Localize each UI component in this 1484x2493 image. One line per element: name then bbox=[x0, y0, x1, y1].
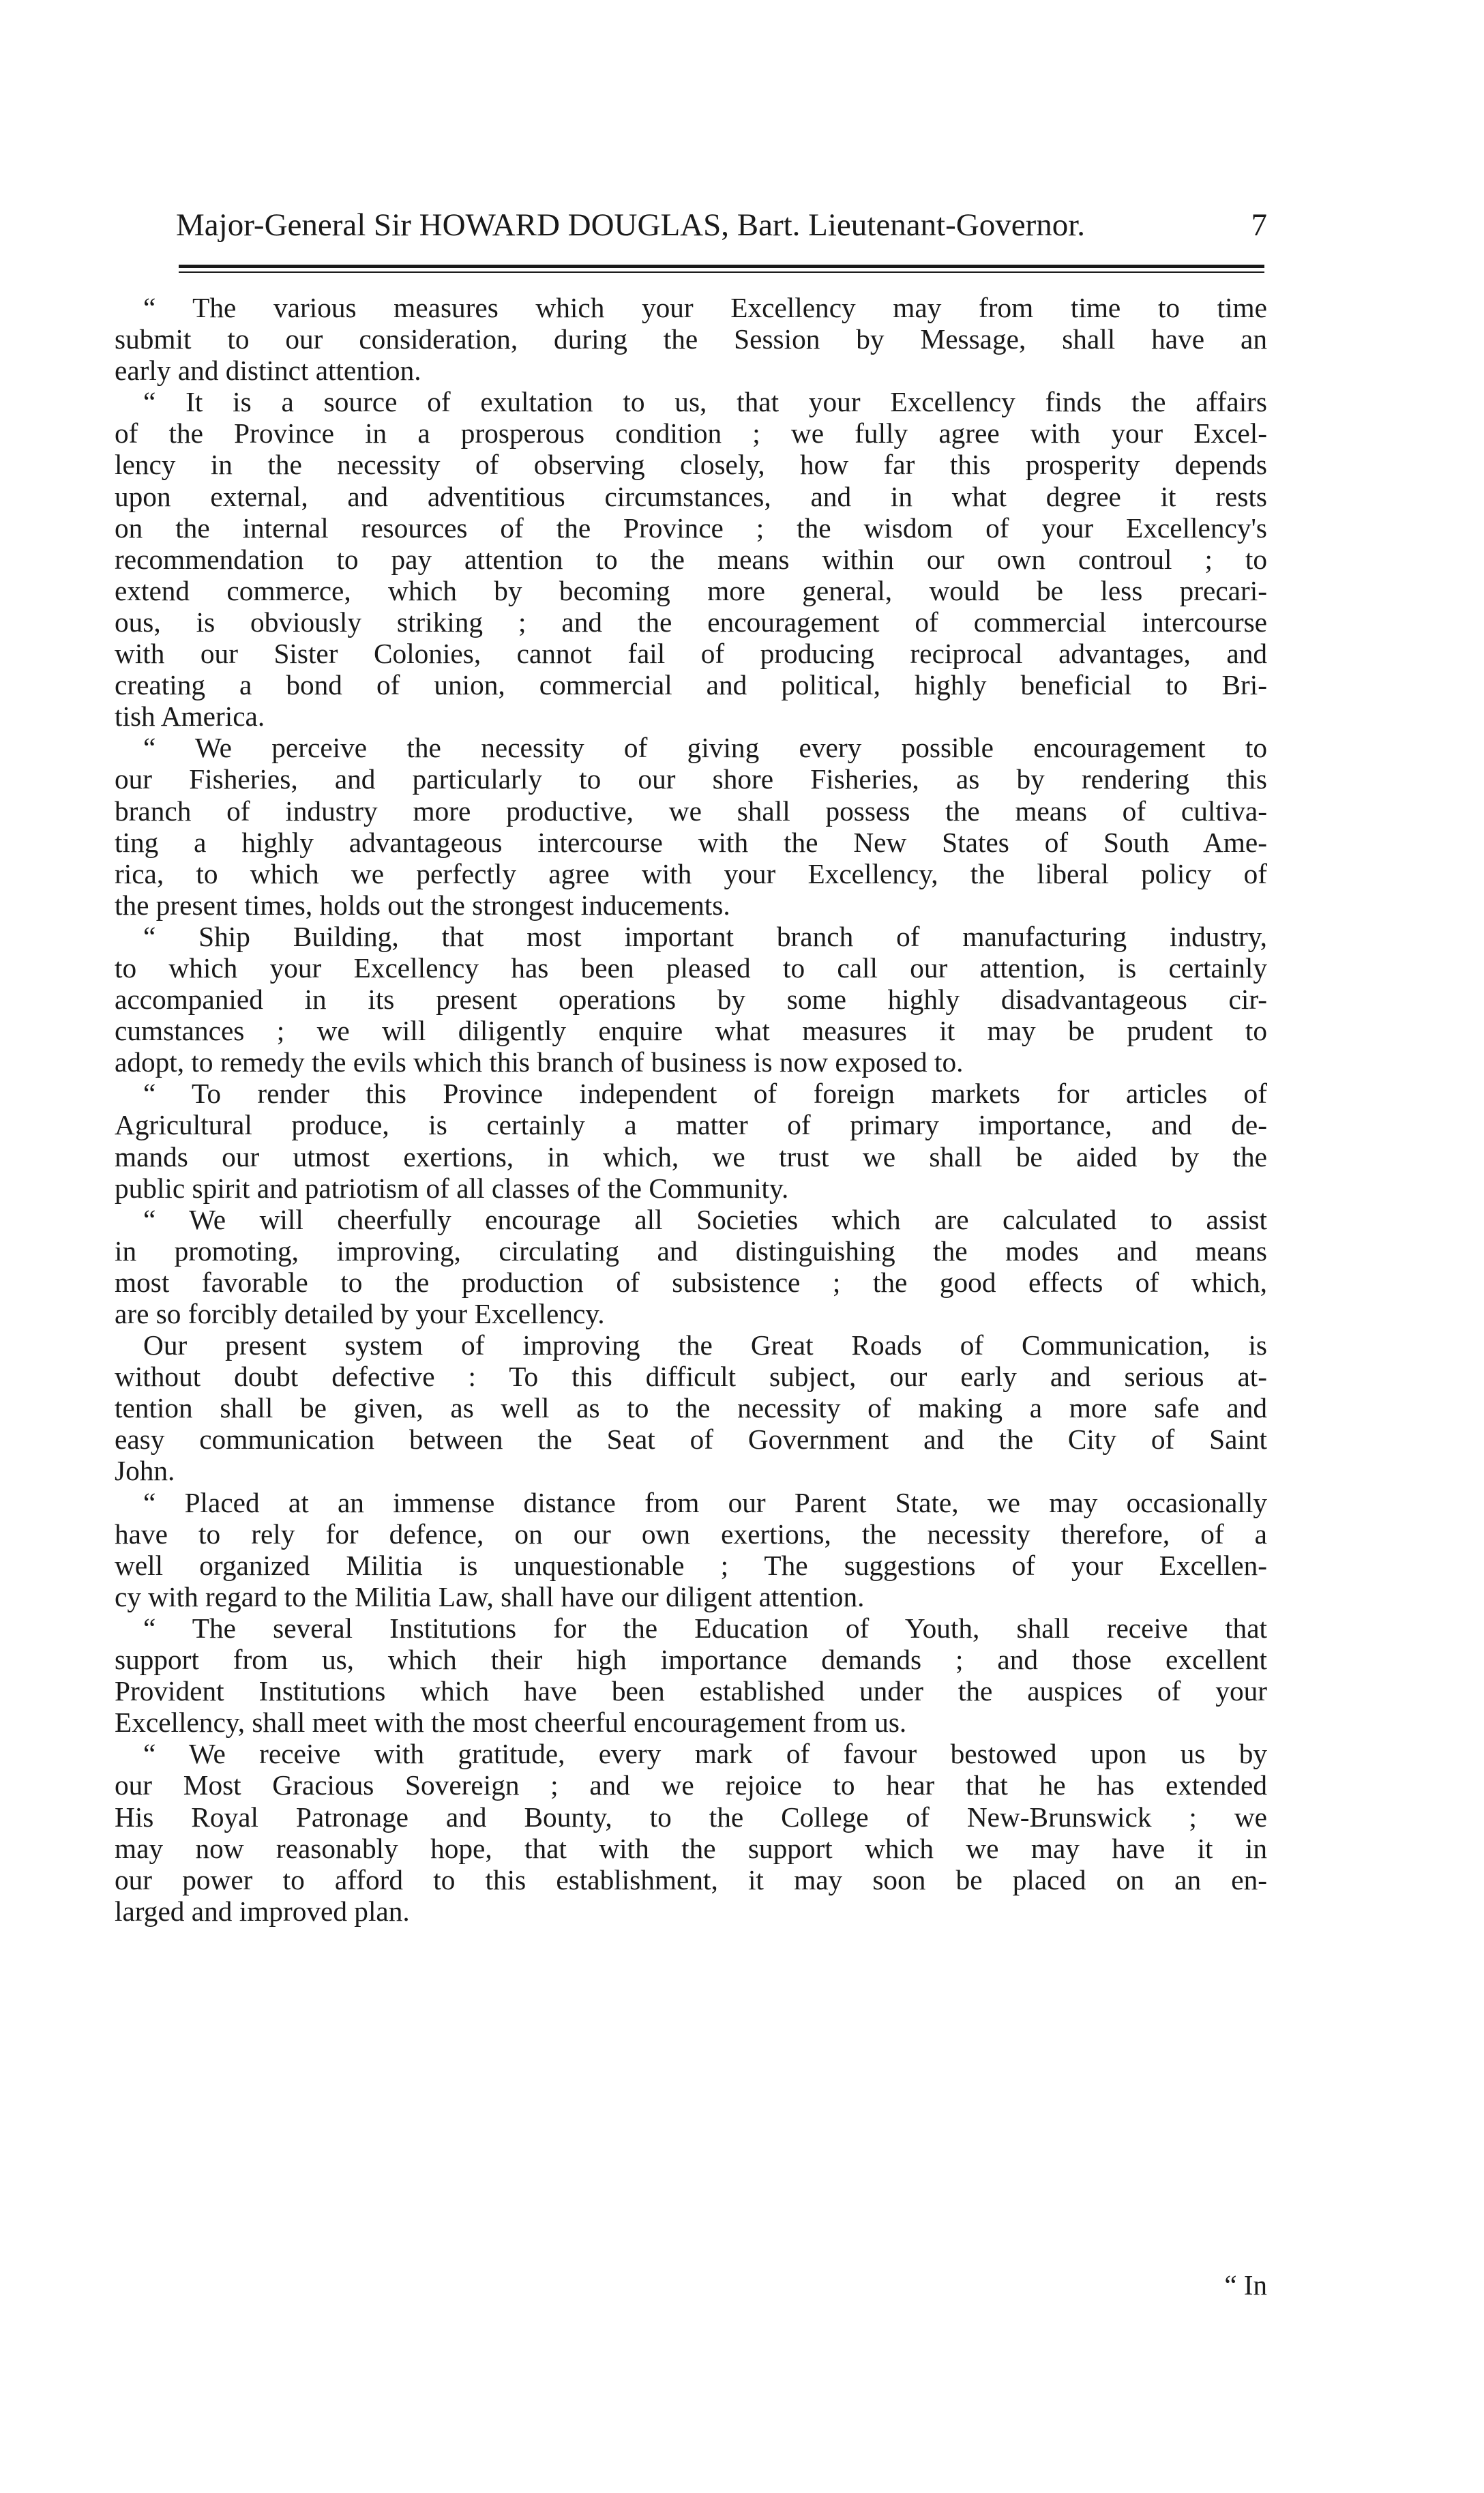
text-line: on the internal resources of the Province ; the wisdom of your Excellency's bbox=[115, 512, 1267, 544]
text-line: our Most Gracious Sovereign ; and we rejoice to hear that he has extended bbox=[115, 1769, 1267, 1801]
text-line: support from us, which their high importance demands ; and those excellent bbox=[115, 1644, 1267, 1676]
text-line: “ We perceive the necessity of giving every possible encouragement to bbox=[143, 732, 1267, 764]
text-line: our Fisheries, and particularly to our shore Fisheries, as by rendering this bbox=[115, 763, 1267, 795]
paragraph bbox=[115, 1612, 1267, 1738]
paragraph bbox=[115, 1738, 1267, 1927]
paragraph bbox=[115, 921, 1267, 1078]
text-line: well organized Militia is unquestionable ; The suggestions of your Excellen- bbox=[115, 1549, 1267, 1581]
text-line: accompanied in its present operations by some highly disadvantageous cir- bbox=[115, 984, 1267, 1016]
text-line: Excellency, shall meet with the most cheerful encouragement from us. bbox=[115, 1707, 907, 1739]
text-line: cumstances ; we will diligently enquire what measures it may be prudent to bbox=[115, 1015, 1267, 1047]
text-line: creating a bond of union, commercial and political, highly beneficial to Bri- bbox=[115, 669, 1267, 701]
text-line: the present times, holds out the strongest inducements. bbox=[115, 889, 730, 921]
body-text bbox=[115, 292, 1267, 1927]
text-line: most favorable to the production of subsistence ; the good effects of which, bbox=[115, 1266, 1267, 1298]
text-line: “ Ship Building, that most important branch of manufacturing industry, bbox=[143, 920, 1267, 952]
header-rule-thick bbox=[179, 265, 1264, 268]
text-line: “ To render this Province independent of foreign markets for articles of bbox=[143, 1078, 1267, 1110]
text-line: in promoting, improving, circulating and distinguishing the modes and means bbox=[115, 1235, 1267, 1267]
text-line: “ It is a source of exultation to us, that your Excellency finds the affairs bbox=[143, 386, 1267, 418]
text-line: Our present system of improving the Great Roads of Communication, is bbox=[143, 1329, 1267, 1361]
text-line: with our Sister Colonies, cannot fail of producing reciprocal advantages, and bbox=[115, 638, 1267, 670]
text-line: have to rely for defence, on our own exertions, the necessity therefore, of a bbox=[115, 1518, 1267, 1550]
catchword: “ In bbox=[1224, 2269, 1267, 2301]
text-line: branch of industry more productive, we shall possess the means of cultiva- bbox=[115, 795, 1267, 827]
text-line: rica, to which we perfectly agree with your Excellency, the liberal policy of bbox=[115, 857, 1267, 889]
text-line: submit to our consideration, during the Session by Message, shall have an bbox=[115, 323, 1267, 355]
text-line: public spirit and patriotism of all classes of the Community. bbox=[115, 1172, 789, 1204]
paragraph bbox=[115, 1078, 1267, 1203]
text-line: recommendation to pay attention to the means within our own controul ; to bbox=[115, 543, 1267, 575]
text-line: are so forcibly detailed by your Excellency. bbox=[115, 1298, 605, 1329]
text-line: Agricultural produce, is certainly a matter of primary importance, and de- bbox=[115, 1109, 1267, 1141]
paragraph bbox=[115, 292, 1267, 386]
text-line: easy communication between the Seat of Government and the City of Saint bbox=[115, 1423, 1267, 1456]
paragraph bbox=[115, 732, 1267, 921]
text-line: to which your Excellency has been pleased to call our attention, is certainly bbox=[115, 952, 1267, 984]
text-line: Provident Institutions which have been established under the auspices of your bbox=[115, 1675, 1267, 1707]
text-line: “ The several Institutions for the Education of Youth, shall receive that bbox=[143, 1612, 1267, 1644]
running-header bbox=[176, 198, 1267, 252]
text-line: tish America. bbox=[115, 700, 265, 733]
text-line: “ The various measures which your Excellency may from time to time bbox=[143, 292, 1267, 323]
text-line: ting a highly advantageous intercourse with the New States of South Ame- bbox=[115, 826, 1267, 858]
text-line: “ We receive with gratitude, every mark of favour bestowed upon us by bbox=[143, 1738, 1267, 1770]
text-line: John. bbox=[115, 1455, 175, 1487]
text-line: upon external, and adventitious circumstances, and in what degree it rests bbox=[115, 480, 1267, 512]
paragraph bbox=[115, 1204, 1267, 1329]
page-number: 7 bbox=[1251, 207, 1267, 243]
text-line: may now reasonably hope, that with the support which we may have it in bbox=[115, 1832, 1267, 1864]
paragraph bbox=[115, 1329, 1267, 1486]
paragraph bbox=[115, 1487, 1267, 1612]
text-line: our power to afford to this establishment, it may soon be placed on an en- bbox=[115, 1863, 1267, 1895]
text-line: larged and improved plan. bbox=[115, 1895, 410, 1927]
text-line: tention shall be given, as well as to the necessity of making a more safe and bbox=[115, 1392, 1267, 1424]
text-line: lency in the necessity of observing closely, how far this prosperity depends bbox=[115, 449, 1267, 481]
text-line: early and distinct attention. bbox=[115, 355, 421, 387]
text-line: “ We will cheerfully encourage all Societies which are calculated to assist bbox=[143, 1203, 1267, 1235]
text-line: “ Placed at an immense distance from our Parent State, we may occasionally bbox=[143, 1486, 1267, 1518]
text-line: His Royal Patronage and Bounty, to the College of New-Brunswick ; we bbox=[115, 1801, 1267, 1833]
text-line: adopt, to remedy the evils which this branch of business is now exposed to. bbox=[115, 1046, 964, 1078]
text-line: extend commerce, which by becoming more general, would be less precari- bbox=[115, 574, 1267, 606]
text-line: ous, is obviously striking ; and the encouragement of commercial intercourse bbox=[115, 606, 1267, 638]
text-line: mands our utmost exertions, in which, we trust we shall be aided by the bbox=[115, 1140, 1267, 1172]
text-line: cy with regard to the Militia Law, shall have our diligent attention. bbox=[115, 1580, 865, 1612]
running-title: Major-General Sir HOWARD DOUGLAS, Bart. Lieutenant-Governor. bbox=[176, 207, 1086, 243]
text-line: of the Province in a prosperous condition ; we fully agree with your Excel- bbox=[115, 417, 1267, 449]
text-line: without doubt defective : To this difficult subject, our early and serious at- bbox=[115, 1361, 1267, 1393]
header-rule-thin bbox=[179, 271, 1264, 273]
paragraph bbox=[115, 386, 1267, 732]
